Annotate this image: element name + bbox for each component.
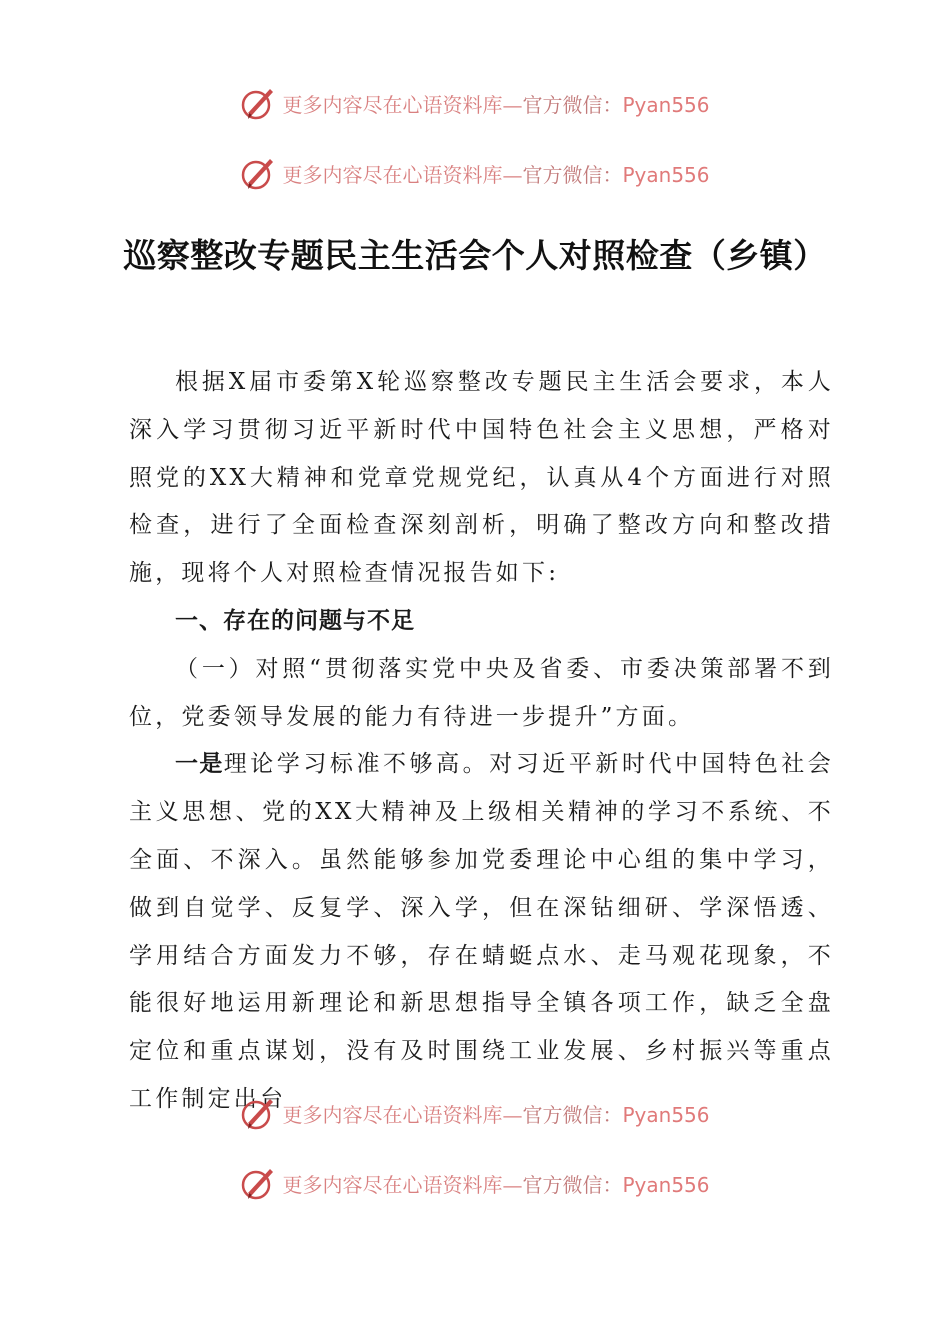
quill-pen-logo-icon: [240, 85, 276, 121]
watermark-banner: [0, 1163, 950, 1203]
quill-pen-logo-icon: [240, 1095, 276, 1131]
watermark-wechat-label: 官方微信：: [522, 1102, 623, 1127]
watermark-wechat-label: 官方微信：: [522, 162, 623, 187]
watermark-dash: —: [502, 1102, 523, 1127]
watermark-text: 更多内容尽在心语资料库: [282, 92, 503, 117]
section-heading: 一、存在的问题与不足: [175, 607, 415, 634]
watermark-dash: —: [502, 162, 523, 187]
watermark-banner: [0, 83, 950, 123]
watermark-account: Pyan556: [622, 162, 710, 187]
subsection-paragraph: （一）对照“贯彻落实党中央及省委、市委决策部署不到位，党委领导发展的能力有待进一步提升”方面。: [129, 655, 834, 730]
watermark-wechat-label: 官方微信：: [522, 1172, 623, 1197]
watermark-banner: [0, 1093, 950, 1133]
watermark-dash: —: [502, 92, 523, 117]
watermark-dash: —: [502, 1172, 523, 1197]
point-paragraph: [129, 741, 834, 1123]
document-title: 巡察整改专题民主生活会个人对照检查（乡镇）: [123, 236, 827, 275]
intro-paragraph: 根据X届市委第X轮巡察整改专题民主生活会要求，本人深入学习贯彻习近平新时代中国特色社会主义思想，严格对照党的XX大精神和党章党规党纪，认真从4个方面进行对照检查，进行了全面检查深刻剖析，明确了整改方向和整改措施，现将个人对照检查情况报告如下:: [129, 369, 834, 587]
watermark-text: 更多内容尽在心语资料库: [282, 1102, 503, 1127]
point-body: 理论学习标准不够高。对习近平新时代中国特色社会主义思想、党的XX大精神及上级相关精神的学习不系统、不全面、不深入。虽然能够参加党委理论中心组的集中学习，做到自觉学、反复学、深入学，但在深钻细研、学深悟透、学用结合方面发力不够，存在蜻蜓点水、走马观花现象，不能很好地运用新理论和新思想指导全镇各项工作，缺乏全盘定位和重点谋划，没有及时围绕工业发展、乡村振兴等重点工作制定出台: [129, 751, 834, 1112]
watermark-wechat-label: 官方微信：: [522, 92, 623, 117]
watermark-account: Pyan556: [622, 1102, 710, 1127]
watermark-text: 更多内容尽在心语资料库: [282, 162, 503, 187]
watermark-account: Pyan556: [622, 1172, 710, 1197]
watermark-account: Pyan556: [622, 92, 710, 117]
quill-pen-logo-icon: [240, 1165, 276, 1201]
watermark-text: 更多内容尽在心语资料库: [282, 1172, 503, 1197]
document-body: [129, 359, 834, 1124]
point-lead: 一是: [175, 751, 224, 778]
quill-pen-logo-icon: [240, 155, 276, 191]
watermark-banner: [0, 153, 950, 193]
